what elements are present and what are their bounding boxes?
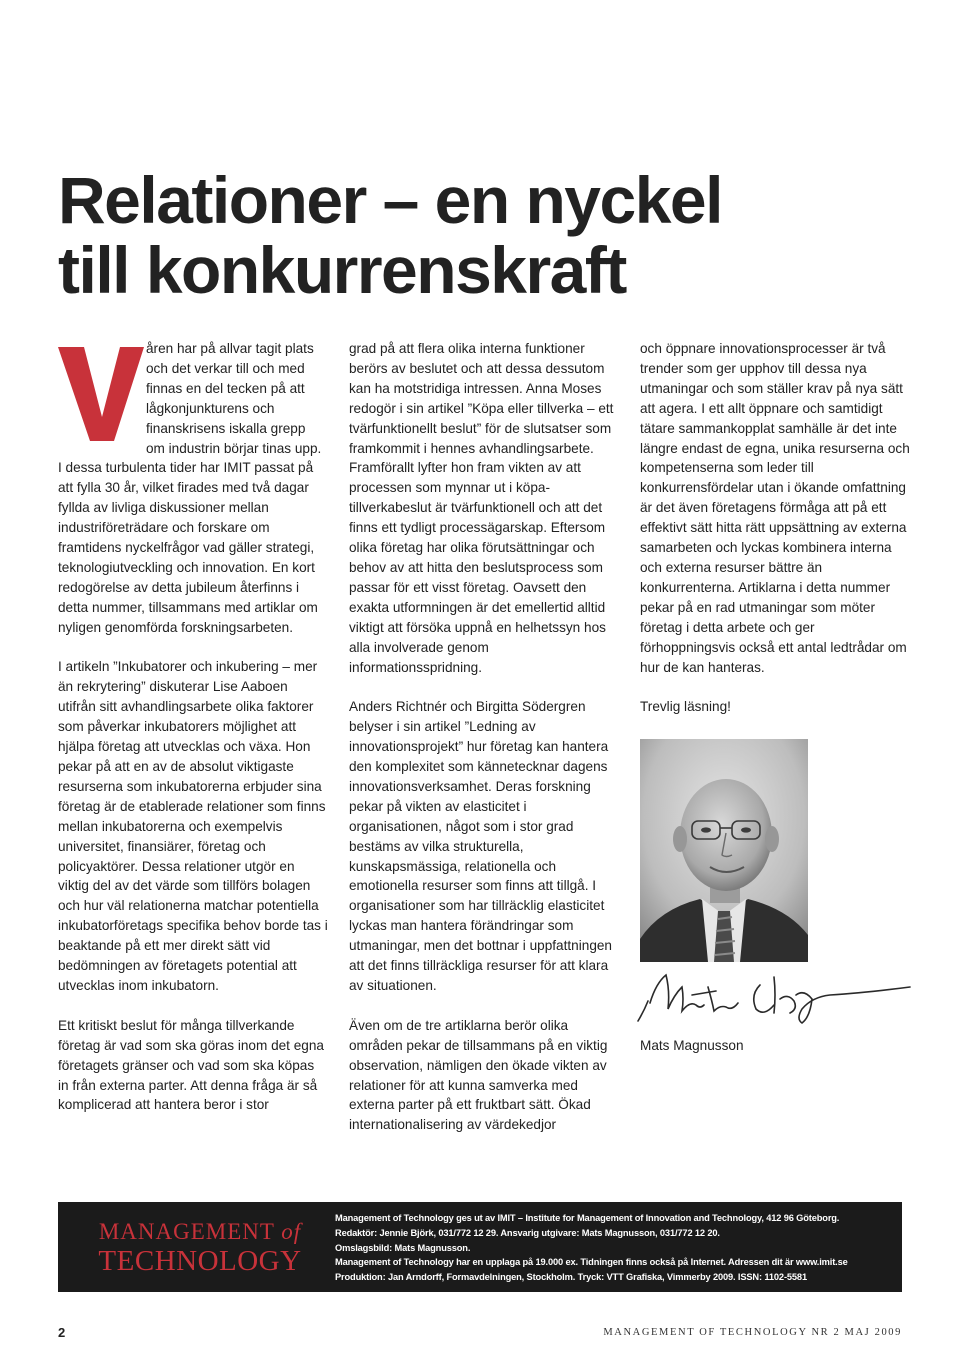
dropcap-v (58, 341, 146, 451)
dropcap-v-glyph (58, 341, 146, 449)
col3-paragraph-1: och öppnare innovationsprocesser är två trender som ger upphov till dessa nya utmaningar och som ställer krav på nya sätt att agera. I ett allt öppnare och samtidigt tätare sammankopplat samhälle är det inte längre endast de egna, unika resurserna och kompetenserna som leder till konkurrensfördelar utan i ökande omfattning är det även företagens förmåga att på ett effektivt sätt hitta rätt uppsättning av externa samarbeten och lyckas kombinera interna och externa resurser bättre än konkurrenterna. Artiklarna i detta nummer pekar på en rad utmaningar som möter företag i detta arbete och ger förhoppningsvis också ett antal ledtrådar om hur de kan hanteras. (640, 341, 910, 675)
article-column-2 (349, 339, 619, 1155)
colophon-bar (58, 1202, 902, 1292)
colophon-line-1: Management of Technology ges ut av IMIT – Institute for Management of Innovation and Technology, 412 96 Göteborg. (335, 1213, 840, 1223)
col2-paragraph-2: Anders Richtnér och Birgitta Södergren belyser i sin artikel ”Ledning av innovationsprojekt” hur företag kan hantera den komplexitet som kännetecknar dagens innovationsverksamhet. Deras forskning pekar på vikten av elasticitet i organisationen, något som i stor grad bestäms av vilka strukturella, kunskapsmässiga, relationella och emotionella resurser som finns att tillgå. I organisationer som har tillräcklig elasticitet lyckas man hantera förändringar som utmaningar, men det bottnar i uppfattningen att det finns tillräckliga resurser för att klara av situationen. (349, 699, 612, 993)
colophon-text (335, 1211, 895, 1285)
col2-paragraph-3: Även om de tre artiklarna berör olika områden pekar de tillsammans på en viktig observation, nämligen den ökade vikten av relationer för att kunna samverka med externa parter på ett fruktbart sätt. Ökad internationalisering av värdekedjor (349, 1017, 608, 1133)
running-footer: MANAGEMENT OF TECHNOLOGY NR 2 MAJ 2009 (603, 1327, 902, 1338)
page-number: 2 (58, 1325, 66, 1340)
portrait-image (640, 739, 808, 962)
signature-image (634, 965, 914, 1027)
title-line-1: Relationer – en nyckel (58, 163, 722, 237)
colophon-line-2: Redaktör: Jennie Björk, 031/772 12 29. Ansvarig utgivare: Mats Magnusson, 031/772 12 20. (335, 1227, 720, 1238)
col1-paragraph-3: Ett kritiskt beslut för många tillverkande företag är vad som ska göras inom det egna företagets gränser och vad som ska köpas in från externa parter. Att denna fråga är så komplicerad att hantera beror i stor (58, 1017, 324, 1113)
signature (634, 965, 914, 1027)
logo-technology: TECHNOLOGY (98, 1245, 302, 1277)
col1-paragraph-2: I artikeln ”Inkubatorer och inkubering – mer än rekrytering” diskuterar Lise Aaboen utifrån sitt avhandlingsarbete olika faktorer som påverkar inkubatorers möjlighet att hjälpa företag att utvecklas och växa. Hon pekar på att en av de absolut viktigaste resurserna som inkubatorerna erbjuder sina företag är de etablerade relationer som finns mellan inkubatorerna och exempelvis universitet, finansiärer, företag och policyaktörer. Dessa relationer utgör en viktig del av det värde som tillförs bolagen och hur väl relationerna matchar potentiella inkubatorföretags specifika behov borde tas i beaktande på ett mer direkt sätt vid bedömningen av företagets potential att utvecklas inom inkubatorn. (58, 659, 328, 993)
article-column-1 (58, 339, 328, 1135)
article-title (58, 165, 918, 305)
magazine-logo (80, 1218, 320, 1276)
col3-closing: Trevlig läsning! (640, 699, 731, 715)
logo-management: MANAGEMENT (98, 1219, 275, 1244)
col2-paragraph-1: grad på att flera olika interna funktioner berörs av beslutet och att dessa dessutom kan ha motstridiga intressen. Anna Moses redogör i sin artikel ”Köpa eller tillverka – ett tvärfunktionellt beslut” för de slutsatser som framkommit i hennes avhandlingsarbete. Framförallt lyfter hon fram vikten av att processen som mynnar ut i köpa-tillverkabeslut är tvärfunktionell och att det finns ett tydligt processägarskap. Eftersom olika företag har olika förutsättningar och behov av att hitta den beslutsprocess som passar för ett visst företag. Oavsett den exakta utformningen är det emellertid alltid viktigt att försöka uppnå en helhetssyn hos alla involverade genom informationsspridning. (349, 341, 614, 675)
colophon-line-4: Management of Technology har en upplaga på 19.000 ex. Tidningen finns också på Internet. Adressen dit är www.imit.se (335, 1257, 848, 1268)
author-portrait (640, 739, 808, 962)
logo-line-1 (80, 1218, 320, 1246)
title-line-2: till konkurrenskraft (58, 233, 626, 307)
signer-name: Mats Magnusson (640, 1038, 744, 1053)
col1-paragraph-1: åren har på allvar tagit plats och det verkar till och med finnas en del tecken på att lågkonjunkturens och finanskrisens iskalla grepp om industrin börjar tinas upp. I dessa turbulenta tider har IMIT passat på att fylla 30 år, vilket firades med två dagar fyllda av livliga diskussioner mellan industriföreträdare och forskare om framtidens nyckelfrågor vad gäller strategi, teknologiutveckling och innovation. En kort redogörelse av detta jubileum återfinns i detta nummer, tillsammans med artiklar om nyligen genomförda forskningsarbeten. (58, 341, 322, 635)
colophon-line-5: Produktion: Jan Arndorff, Formavdelningen, Stockholm. Tryck: VTT Grafiska, Vimmerby 2009. ISSN: 1102-5581 (335, 1272, 807, 1283)
colophon-line-3: Omslagsbild: Mats Magnusson. (335, 1242, 471, 1253)
article-column-3 (640, 339, 910, 737)
logo-of: of (281, 1219, 302, 1244)
